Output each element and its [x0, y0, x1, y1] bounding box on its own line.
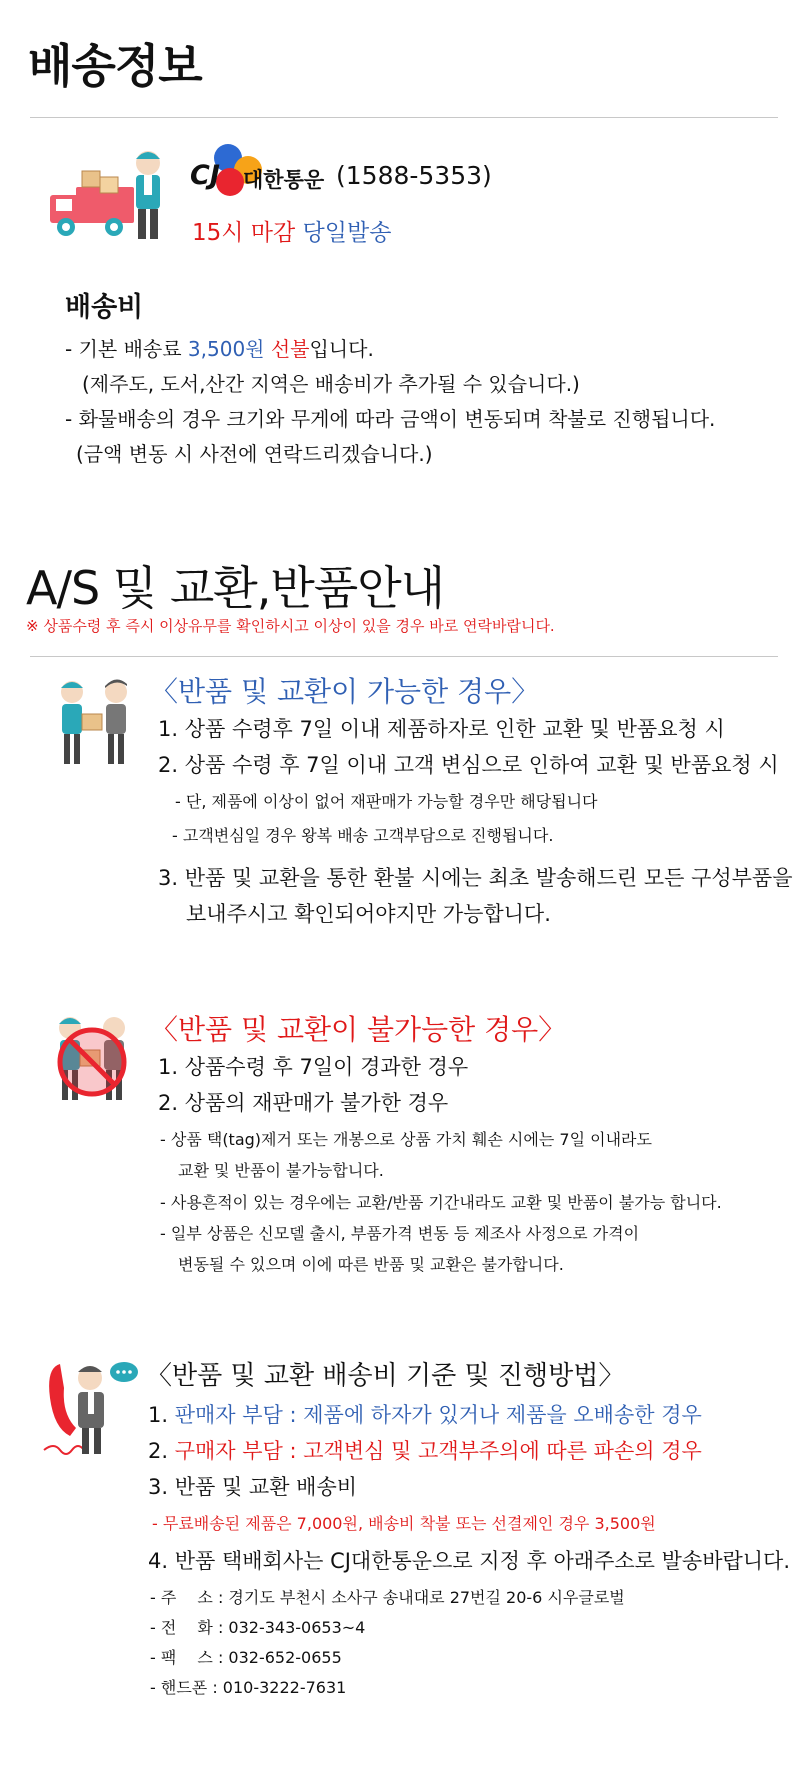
method-title: 〈반품 및 교환 배송비 기준 및 진행방법〉 [146, 1361, 625, 1391]
possible-item-3-line-2: 보내주시고 확인되어야지만 가능합니다. [186, 902, 551, 926]
return-mobile: - 핸드폰 : 010-3222-7631 [150, 1678, 347, 1697]
fee-line-4: (금액 변동 시 사전에 연락드리겠습니다.) [76, 442, 433, 466]
fee-line-2: (제주도, 도서,산간 지역은 배송비가 추가될 수 있습니다.) [82, 372, 580, 396]
possible-item-3-line-1: 3. 반품 및 교환을 통한 환불 시에는 최초 발송해드린 모든 구성부품을 [158, 866, 793, 890]
as-divider [30, 656, 778, 657]
fee-amount: 3,500원 [187, 337, 265, 361]
impossible-item-2: 2. 상품의 재판매가 불가한 경우 [158, 1091, 449, 1115]
fee-line-1-suffix: 입니다. [309, 337, 374, 361]
fee-line-1 [65, 333, 374, 362]
handover-person-icon [50, 676, 140, 768]
prohibited-handover-icon [48, 1012, 138, 1104]
possible-sub-1: - 단, 제품에 이상이 없어 재판매가 가능할 경우만 해당됩니다 [175, 792, 598, 811]
possible-sub-2: - 고객변심일 경우 왕복 배송 고객부담으로 진행됩니다. [172, 826, 554, 845]
fee-title: 배송비 [65, 292, 144, 323]
as-notice: ※ 상품수령 후 즉시 이상유무를 확인하시고 이상이 있을 경우 바로 연락바랍니다. [26, 617, 555, 635]
shipping-divider [30, 117, 778, 118]
carrier-phone: (1588-5353) [336, 161, 492, 190]
method-item-1-number: 1. [148, 1403, 169, 1427]
impossible-item-1: 1. 상품수령 후 7일이 경과한 경우 [158, 1055, 469, 1079]
method-item-2-number: 2. [148, 1439, 169, 1463]
impossible-title: 〈반품 및 교환이 불가능한 경우〉 [150, 1013, 567, 1046]
as-title: A/S 및 교환,반품안내 [26, 561, 445, 615]
return-address: - 주 소 : 경기도 부천시 소사구 송내대로 27번길 20-6 시우글로벌 [150, 1588, 625, 1607]
cj-logo-text: CJ [190, 160, 220, 191]
possible-title: 〈반품 및 교환이 가능한 경우〉 [150, 675, 540, 708]
impossible-sub-1-line-2: 교환 및 반품이 불가능합니다. [178, 1161, 384, 1180]
carrier-name: 대한통운 [243, 168, 325, 192]
possible-item-1: 1. 상품 수령후 7일 이내 제품하자로 인한 교환 및 반품요청 시 [158, 717, 725, 741]
dispatch-cutoff [192, 214, 391, 247]
phone-person-icon [40, 1358, 140, 1458]
return-phone: - 전 화 : 032-343-0653~4 [150, 1618, 366, 1637]
fee-prepaid: 선불 [270, 337, 310, 361]
cutoff-time: 15시 마감 [192, 220, 296, 246]
delivery-truck-icon [48, 145, 173, 245]
impossible-sub-3-line-2: 변동될 수 있으며 이에 따른 반품 및 교환은 불가합니다. [178, 1255, 564, 1274]
possible-item-2: 2. 상품 수령 후 7일 이내 고객 변심으로 인하여 교환 및 반품요청 시 [158, 753, 779, 777]
method-item-3-sub: - 무료배송된 제품은 7,000원, 배송비 착불 또는 선결제인 경우 3,500원 [152, 1514, 656, 1533]
fee-line-1-prefix: - 기본 배송료 [65, 337, 182, 361]
method-item-4: 4. 반품 택배회사는 CJ대한통운으로 지정 후 아래주소로 발송바랍니다. [148, 1549, 791, 1573]
method-item-2 [148, 1435, 702, 1465]
return-fax: - 팩 스 : 032-652-0655 [150, 1648, 342, 1667]
method-item-3: 3. 반품 및 교환 배송비 [148, 1475, 358, 1499]
seller-burden: 판매자 부담 : 제품에 하자가 있거나 제품을 오배송한 경우 [174, 1403, 702, 1427]
impossible-sub-3-line-1: - 일부 상품은 신모델 출시, 부품가격 변동 등 제조사 사정으로 가격이 [160, 1224, 640, 1243]
method-item-1 [148, 1399, 702, 1429]
buyer-burden: 구매자 부담 : 고객변심 및 고객부주의에 따른 파손의 경우 [174, 1439, 702, 1463]
fee-line-3: - 화물배송의 경우 크기와 무게에 따라 금액이 변동되며 착불로 진행됩니다. [65, 407, 716, 431]
same-day-dispatch: 당일발송 [302, 220, 392, 246]
impossible-sub-2: - 사용흔적이 있는 경우에는 교환/반품 기간내라도 교환 및 반품이 불가능 합니다. [160, 1193, 722, 1212]
shipping-title: 배송정보 [28, 39, 202, 93]
impossible-sub-1-line-1: - 상품 택(tag)제거 또는 개봉으로 상품 가치 훼손 시에는 7일 이내라도 [160, 1130, 652, 1149]
